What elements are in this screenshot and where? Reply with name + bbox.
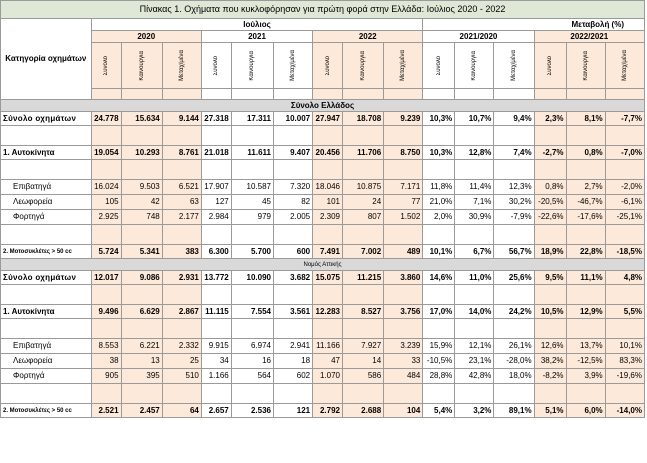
cell-value: 11.706 xyxy=(343,146,384,160)
cell-value: 11,0% xyxy=(455,271,494,285)
cell-value: 979 xyxy=(231,210,273,225)
cell-value: 2,3% xyxy=(534,112,566,126)
cell-value: 11,4% xyxy=(455,180,494,195)
cell-value: 2.457 xyxy=(121,404,162,418)
cell-value: 5.341 xyxy=(121,245,162,259)
cell-value: 1.166 xyxy=(201,369,231,384)
table-row xyxy=(1,404,645,418)
cell-value: 6.300 xyxy=(201,245,231,259)
spacer-row xyxy=(1,160,645,180)
row-label: Φορτηγά xyxy=(1,369,92,384)
table-title: Πίνακας 1. Οχήματα που κυκλοφόρησαν για πρώτη φορά στην Ελλάδα: Ιούλιος 2020 - 2022 xyxy=(1,1,645,19)
cell-value: -14,0% xyxy=(605,404,644,418)
cell-value: 15.075 xyxy=(313,271,343,285)
cell-value: 7.002 xyxy=(343,245,384,259)
cell-value: 2.941 xyxy=(273,339,312,354)
cell-value: 7.927 xyxy=(343,339,384,354)
cell-value: 9.496 xyxy=(91,305,121,319)
cell-value: 7.491 xyxy=(313,245,343,259)
cell-value: -7,7% xyxy=(605,112,644,126)
cell-value: 3,9% xyxy=(566,369,605,384)
cell-value: 27.947 xyxy=(313,112,343,126)
cell-value: 6.521 xyxy=(162,180,201,195)
row-label: Λεωφορεία xyxy=(1,354,92,369)
cell-value: 6,0% xyxy=(566,404,605,418)
july-header: Ιούλιος xyxy=(91,19,423,31)
cell-value: 45 xyxy=(231,195,273,210)
cell-value: 0,8% xyxy=(566,146,605,160)
cell-value: 89,1% xyxy=(494,404,534,418)
cell-value: 47 xyxy=(313,354,343,369)
cell-value: 10.090 xyxy=(231,271,273,285)
cell-value: -20,5% xyxy=(534,195,566,210)
cell-value: 9.144 xyxy=(162,112,201,126)
cell-value: 14,6% xyxy=(423,271,455,285)
table-row xyxy=(1,369,645,384)
cell-value: -10,5% xyxy=(423,354,455,369)
table-row xyxy=(1,339,645,354)
cell-value: 3.682 xyxy=(273,271,312,285)
cell-value: 9.915 xyxy=(201,339,231,354)
cell-value: -17,6% xyxy=(566,210,605,225)
cell-value: 17.907 xyxy=(201,180,231,195)
cell-value: 10,7% xyxy=(455,112,494,126)
year-2021-header: 2021 xyxy=(201,31,312,43)
cell-value: 586 xyxy=(343,369,384,384)
cell-value: 8.553 xyxy=(91,339,121,354)
cell-value: 42 xyxy=(121,195,162,210)
cell-value: 15.634 xyxy=(121,112,162,126)
cell-value: 11,1% xyxy=(566,271,605,285)
cell-value: -8,2% xyxy=(534,369,566,384)
cell-value: -2,7% xyxy=(534,146,566,160)
cell-value: 63 xyxy=(162,195,201,210)
cell-value: 105 xyxy=(91,195,121,210)
row-label: 2. Μοτοσυκλέτες > 50 cc xyxy=(1,404,92,418)
cell-value: 10.007 xyxy=(273,112,312,126)
cell-value: 28,8% xyxy=(423,369,455,384)
cell-value: 6.629 xyxy=(121,305,162,319)
cell-value: -28,0% xyxy=(494,354,534,369)
cell-value: 14 xyxy=(343,354,384,369)
cell-value: 18.708 xyxy=(343,112,384,126)
row-label: Σύνολο οχημάτων xyxy=(1,271,92,285)
row-label: 2. Μοτοσυκλέτες > 50 cc xyxy=(1,245,92,259)
cell-value: 27.318 xyxy=(201,112,231,126)
cell-value: 7,1% xyxy=(455,195,494,210)
table-row xyxy=(1,271,645,285)
subcol-header: Μεταχ/μένα xyxy=(384,43,423,89)
cell-value: 3.860 xyxy=(384,271,423,285)
cell-value: 16 xyxy=(231,354,273,369)
cell-value: 3.756 xyxy=(384,305,423,319)
row-label: Σύνολο οχημάτων xyxy=(1,112,92,126)
cell-value: 2.984 xyxy=(201,210,231,225)
cell-value: 10.587 xyxy=(231,180,273,195)
cell-value: 4,8% xyxy=(605,271,644,285)
cell-value: 17,0% xyxy=(423,305,455,319)
subcol-header: Σύνολο xyxy=(313,43,343,89)
row-label: Λεωφορεία xyxy=(1,195,92,210)
year-2020-header: 2020 xyxy=(91,31,201,43)
cell-value: 30,2% xyxy=(494,195,534,210)
cell-value: 38,2% xyxy=(534,354,566,369)
subcol-header: Σύνολο xyxy=(91,43,121,89)
cell-value: 564 xyxy=(231,369,273,384)
cell-value: 12,1% xyxy=(455,339,494,354)
cell-value: 6.221 xyxy=(121,339,162,354)
cell-value: 2.925 xyxy=(91,210,121,225)
cell-value: 18 xyxy=(273,354,312,369)
cell-value: 30,9% xyxy=(455,210,494,225)
cell-value: 14,0% xyxy=(455,305,494,319)
row-label: 1. Αυτοκίνητα xyxy=(1,305,92,319)
cell-value: 121 xyxy=(273,404,312,418)
subcol-header: Σύνολο xyxy=(534,43,566,89)
spacer-row xyxy=(1,285,645,305)
cell-value: 3,2% xyxy=(455,404,494,418)
change-header: Μεταβολή (%) xyxy=(423,19,645,31)
category-header: Κατηγορία οχημάτων xyxy=(1,19,92,100)
cell-value: 12,6% xyxy=(534,339,566,354)
cell-value: 1.070 xyxy=(313,369,343,384)
cell-value: 9.407 xyxy=(273,146,312,160)
cell-value: 21,0% xyxy=(423,195,455,210)
cell-value: 11.115 xyxy=(201,305,231,319)
cell-value: 2.536 xyxy=(231,404,273,418)
cell-value: 2,7% xyxy=(566,180,605,195)
row-label: 1. Αυτοκίνητα xyxy=(1,146,92,160)
cell-value: 127 xyxy=(201,195,231,210)
row-label: Φορτηγά xyxy=(1,210,92,225)
cell-value: 16.024 xyxy=(91,180,121,195)
cell-value: -46,7% xyxy=(566,195,605,210)
cell-value: 21.018 xyxy=(201,146,231,160)
cell-value: 12,9% xyxy=(566,305,605,319)
cell-value: 510 xyxy=(162,369,201,384)
cell-value: 7.171 xyxy=(384,180,423,195)
cell-value: -19,6% xyxy=(605,369,644,384)
spacer-row xyxy=(1,319,645,339)
cell-value: 9.503 xyxy=(121,180,162,195)
cell-value: 2.931 xyxy=(162,271,201,285)
cell-value: 24 xyxy=(343,195,384,210)
spacer-row xyxy=(1,126,645,146)
cell-value: 64 xyxy=(162,404,201,418)
subcol-header: Καινούργια xyxy=(343,43,384,89)
cell-value: -2,0% xyxy=(605,180,644,195)
cell-value: 748 xyxy=(121,210,162,225)
section-title: Σύνολο Ελλάδος xyxy=(1,100,645,112)
cell-value: 2.521 xyxy=(91,404,121,418)
table-row xyxy=(1,146,645,160)
cell-value: 101 xyxy=(313,195,343,210)
cell-value: 56,7% xyxy=(494,245,534,259)
cell-value: 1.502 xyxy=(384,210,423,225)
spacer-row xyxy=(1,384,645,404)
cell-value: 25 xyxy=(162,354,201,369)
cell-value: 9.239 xyxy=(384,112,423,126)
cell-value: 9,5% xyxy=(534,271,566,285)
cell-value: 5,4% xyxy=(423,404,455,418)
table-row xyxy=(1,195,645,210)
cell-value: 13,7% xyxy=(566,339,605,354)
cell-value: 905 xyxy=(91,369,121,384)
cell-value: 9,4% xyxy=(494,112,534,126)
cell-value: 12.283 xyxy=(313,305,343,319)
cell-value: 18,9% xyxy=(534,245,566,259)
cell-value: -25,1% xyxy=(605,210,644,225)
cell-value: 2.177 xyxy=(162,210,201,225)
cell-value: 600 xyxy=(273,245,312,259)
cell-value: 10.875 xyxy=(343,180,384,195)
cell-value: 19.054 xyxy=(91,146,121,160)
table-row xyxy=(1,112,645,126)
cell-value: 7,4% xyxy=(494,146,534,160)
cell-value: 22,8% xyxy=(566,245,605,259)
table-row xyxy=(1,305,645,319)
subcol-header: Μεταχ/μένα xyxy=(494,43,534,89)
cell-value: 2.005 xyxy=(273,210,312,225)
cell-value: 42,8% xyxy=(455,369,494,384)
cell-value: 12.017 xyxy=(91,271,121,285)
section-title: Νομός Αττικής xyxy=(1,259,645,271)
cell-value: 83,3% xyxy=(605,354,644,369)
cell-value: 2.657 xyxy=(201,404,231,418)
cell-value: 5,1% xyxy=(534,404,566,418)
cell-value: 2.867 xyxy=(162,305,201,319)
cell-value: 17.311 xyxy=(231,112,273,126)
cell-value: 11,8% xyxy=(423,180,455,195)
cell-value: 24,2% xyxy=(494,305,534,319)
cell-value: 395 xyxy=(121,369,162,384)
cell-value: 24.778 xyxy=(91,112,121,126)
cell-value: 23,1% xyxy=(455,354,494,369)
subcol-header: Καινούργια xyxy=(231,43,273,89)
cell-value: 12,3% xyxy=(494,180,534,195)
cell-value: -18,5% xyxy=(605,245,644,259)
table-row xyxy=(1,354,645,369)
cell-value: 10,3% xyxy=(423,146,455,160)
cell-value: 8.761 xyxy=(162,146,201,160)
cell-value: 18,0% xyxy=(494,369,534,384)
cell-value: 104 xyxy=(384,404,423,418)
cell-value: 82 xyxy=(273,195,312,210)
cell-value: 489 xyxy=(384,245,423,259)
cell-value: -7,9% xyxy=(494,210,534,225)
cell-value: 3.561 xyxy=(273,305,312,319)
cell-value: 18.046 xyxy=(313,180,343,195)
cell-value: 12,8% xyxy=(455,146,494,160)
cell-value: 9.086 xyxy=(121,271,162,285)
cell-value: 484 xyxy=(384,369,423,384)
cell-value: 0,8% xyxy=(534,180,566,195)
cell-value: 383 xyxy=(162,245,201,259)
subcol-header: Σύνολο xyxy=(423,43,455,89)
cell-value: 33 xyxy=(384,354,423,369)
year-2022-header: 2022 xyxy=(313,31,423,43)
cell-value: -6,1% xyxy=(605,195,644,210)
table-row xyxy=(1,245,645,259)
subcol-header: Μεταχ/μένα xyxy=(605,43,644,89)
cell-value: 7.554 xyxy=(231,305,273,319)
cell-value: 11.166 xyxy=(313,339,343,354)
cell-value: 20.456 xyxy=(313,146,343,160)
cell-value: 8.750 xyxy=(384,146,423,160)
subcol-header: Μεταχ/μένα xyxy=(273,43,312,89)
cell-value: 2.332 xyxy=(162,339,201,354)
cell-value: 13.772 xyxy=(201,271,231,285)
cell-value: 10,3% xyxy=(423,112,455,126)
cell-value: 6.974 xyxy=(231,339,273,354)
subcol-header: Καινούργια xyxy=(455,43,494,89)
cell-value: 15,9% xyxy=(423,339,455,354)
cell-value: 5.700 xyxy=(231,245,273,259)
cell-value: 5,5% xyxy=(605,305,644,319)
cell-value: 11.611 xyxy=(231,146,273,160)
cell-value: 5.724 xyxy=(91,245,121,259)
subcol-header: Καινούργια xyxy=(566,43,605,89)
period-2021-2020-header: 2021/2020 xyxy=(423,31,534,43)
cell-value: 7.320 xyxy=(273,180,312,195)
table-row xyxy=(1,210,645,225)
cell-value: 10,1% xyxy=(423,245,455,259)
cell-value: 2.792 xyxy=(313,404,343,418)
cell-value: 6,7% xyxy=(455,245,494,259)
cell-value: 8.527 xyxy=(343,305,384,319)
cell-value: 38 xyxy=(91,354,121,369)
row-label: Επιβατηγά xyxy=(1,339,92,354)
cell-value: 34 xyxy=(201,354,231,369)
table-row xyxy=(1,180,645,195)
cell-value: 11.215 xyxy=(343,271,384,285)
cell-value: 10,5% xyxy=(534,305,566,319)
cell-value: 77 xyxy=(384,195,423,210)
row-label: Επιβατηγά xyxy=(1,180,92,195)
cell-value: 26,1% xyxy=(494,339,534,354)
subcol-header: Καινούργια xyxy=(121,43,162,89)
cell-value: -12,5% xyxy=(566,354,605,369)
cell-value: -22,6% xyxy=(534,210,566,225)
cell-value: -7,0% xyxy=(605,146,644,160)
cell-value: 10,1% xyxy=(605,339,644,354)
cell-value: 8,1% xyxy=(566,112,605,126)
subcol-header: Σύνολο xyxy=(201,43,231,89)
cell-value: 3.239 xyxy=(384,339,423,354)
cell-value: 25,6% xyxy=(494,271,534,285)
subcol-header: Μεταχ/μένα xyxy=(162,43,201,89)
cell-value: 807 xyxy=(343,210,384,225)
period-2022-2021-header: 2022/2021 xyxy=(534,31,644,43)
cell-value: 602 xyxy=(273,369,312,384)
cell-value: 2.309 xyxy=(313,210,343,225)
spacer-row xyxy=(1,225,645,245)
cell-value: 2,0% xyxy=(423,210,455,225)
cell-value: 10.293 xyxy=(121,146,162,160)
cell-value: 2.688 xyxy=(343,404,384,418)
cell-value: 13 xyxy=(121,354,162,369)
